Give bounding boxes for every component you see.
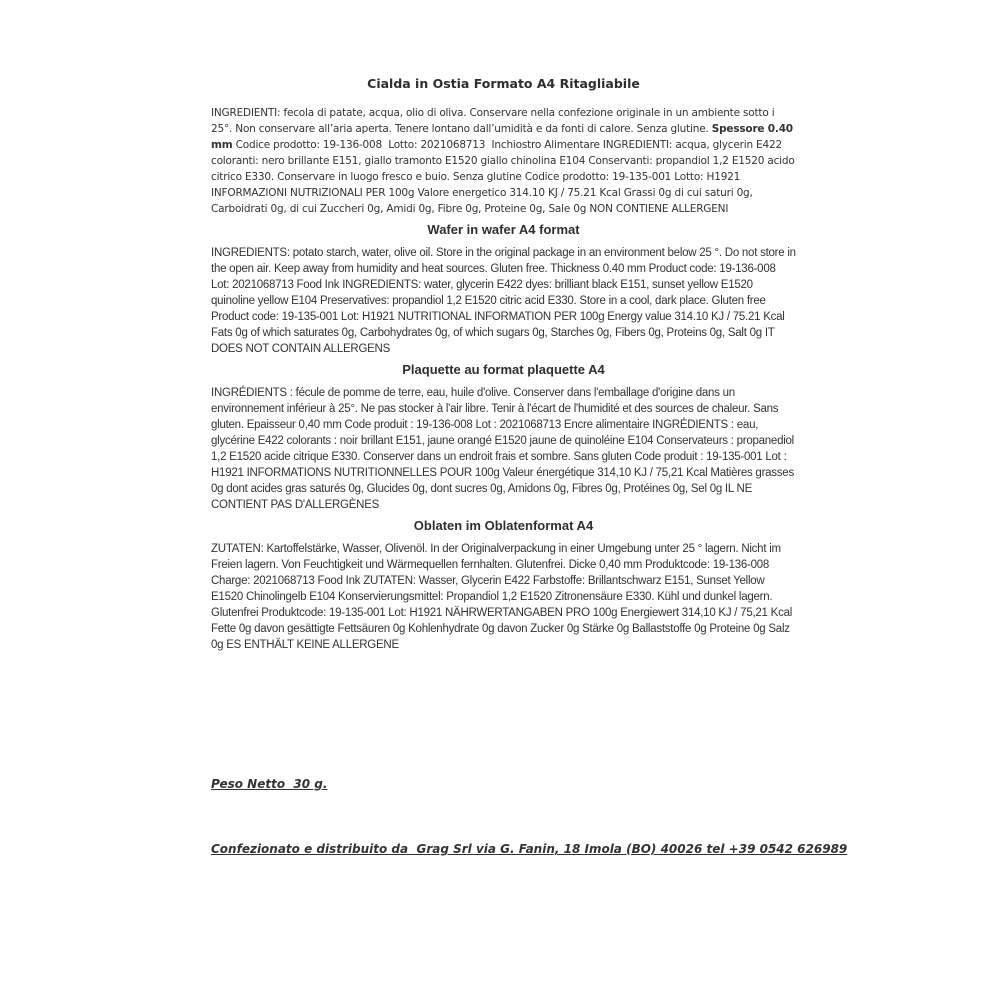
net-weight-line: Peso Netto 30 g. [211,777,328,791]
italian-text-after-thickness: Codice prodotto: 19-136-008 Lotto: 2021068713 Inchiostro Alimentare INGREDIENTI: acqua, glycerin E422 coloranti: nero brillante E151, giallo tramonto E1520 giallo chinolina E104 Conservanti: propandiol 1,2 E1520 acido citrico E330. Conservare in luogo fresco e buio. Senza glutine Codice prodotto: 19-135-001 Lotto: H1921 INFORMAZIONI NUTRIZIONALI PER 100g Valore energetico 314.10 KJ / 75.21 Kcal Grassi 0g di cui saturi 0g, Carboidrati 0g, di cui Zuccheri 0g, Amidi 0g, Fibre 0g, Proteine 0g, Sale 0g NON CONTIENE ALLERGENI [211,139,798,215]
ingredients-paragraph-french: INGRÉDIENTS : fécule de pomme de terre, eau, huile d'olive. Conserver dans l'emballage d'origine dans un environnement inférieur à 25°. Ne pas stocker à l'air libre. Tenir à l'écart de l'humidité et des sources de chaleur. Sans gluten. Epaisseur 0,40 mm Code produit : 19-136-008 Lot : 2021068713 Encre alimentaire INGRÉDIENTS : eau, glycérine E422 colorants : noir brillant E151, jaune orangé E1520 jaune de quinoléine E104 Conservateurs : propanediol 1,2 E1520 acide citrique E330. Conserver dans un endroit frais et sombre. Sans gluten Code produit : 19-135-001 Lot : H1921 INFORMATIONS NUTRITIONNELLES POUR 100g Valeur énergétique 314,10 KJ / 75,21 Kcal Matières grasses 0g dont acides gras saturés 0g, Glucides 0g, dont sucres 0g, Amidons 0g, Fibres 0g, Protéines 0g, Sel 0g IL NE CONTIENT PAS D'ALLERGÈNES [211,387,797,511]
section-title-german: Oblaten im Oblatenformat A4 [413,518,594,533]
ingredients-paragraph-italian [211,105,796,217]
section-title-english: Wafer in wafer A4 format [427,222,580,237]
section-title-italian: Cialda in Ostia Formato A4 Ritagliabile [367,76,640,91]
label-text-block [211,76,799,658]
ingredients-paragraph-english: INGREDIENTS: potato starch, water, olive oil. Store in the original package in an environment below 25 °. Do not store in the open air. Keep away from humidity and heat sources. Gluten free. Thickness 0.40 mm Product code: 19-136-008 Lot: 2021068713 Food Ink INGREDIENTS: water, glycerin E422 dyes: brilliant black E151, sunset yellow E1520 quinoline yellow E104 Preservatives: propandiol 1,2 E1520 citric acid E330. Store in a cool, dark place. Gluten free Product code: 19-135-001 Lot: H1921 NUTRITIONAL INFORMATION PER 100g Energy value 314.10 KJ / 75.21 Kcal Fats 0g of which saturates 0g, Carbohydrates 0g, of which sugars 0g, Starches 0g, Fibers 0g, Proteins 0g, Salt 0g IT DOES NOT CONTAIN ALLERGENS [211,247,799,355]
section-title-french: Plaquette au format plaquette A4 [402,362,605,377]
italian-thickness-bold: Spessore 0.40 mm [211,123,797,151]
distributor-line: Confezionato e distribuito da Grag Srl via G. Fanin, 18 Imola (BO) 40026 tel +39 0542 626989 [211,842,848,856]
ingredients-paragraph-german: ZUTATEN: Kartoffelstärke, Wasser, Olivenöl. In der Originalverpackung in einer Umgebung unter 25 ° lagern. Nicht im Freien lagern. Von Feuchtigkeit und Wärmequellen fernhalten. Glutenfrei. Dicke 0,40 mm Produktcode: 19-136-008 Charge: 2021068713 Food Ink ZUTATEN: Wasser, Glycerin E422 Farbstoffe: Brillantschwarz E151, Sunset Yellow E1520 Chinolingelb E104 Konservierungsmittel: Propandiol 1,2 E1520 Zitronensäure E330. Kühl und dunkel lagern. Glutenfrei Produktcode: 19-135-001 Lot: H1921 NÄHRWERTANGABEN PRO 100g Energiewert 314,10 KJ / 75,21 Kcal Fette 0g davon gesättigte Fettsäuren 0g Kohlenhydrate 0g davon Zucker 0g Stärke 0g Ballaststoffe 0g Proteine 0g Salz 0g ES ENTHÄLT KEINE ALLERGENE [211,543,795,651]
italian-text-before-thickness: INGREDIENTI: fecola di patate, acqua, olio di oliva. Conservare nella confezione originale in un ambiente sotto i 25°. Non conservare all’aria aperta. Tenere lontano dall’umidità e da fonti di calore. Senza glutine. [211,107,778,135]
